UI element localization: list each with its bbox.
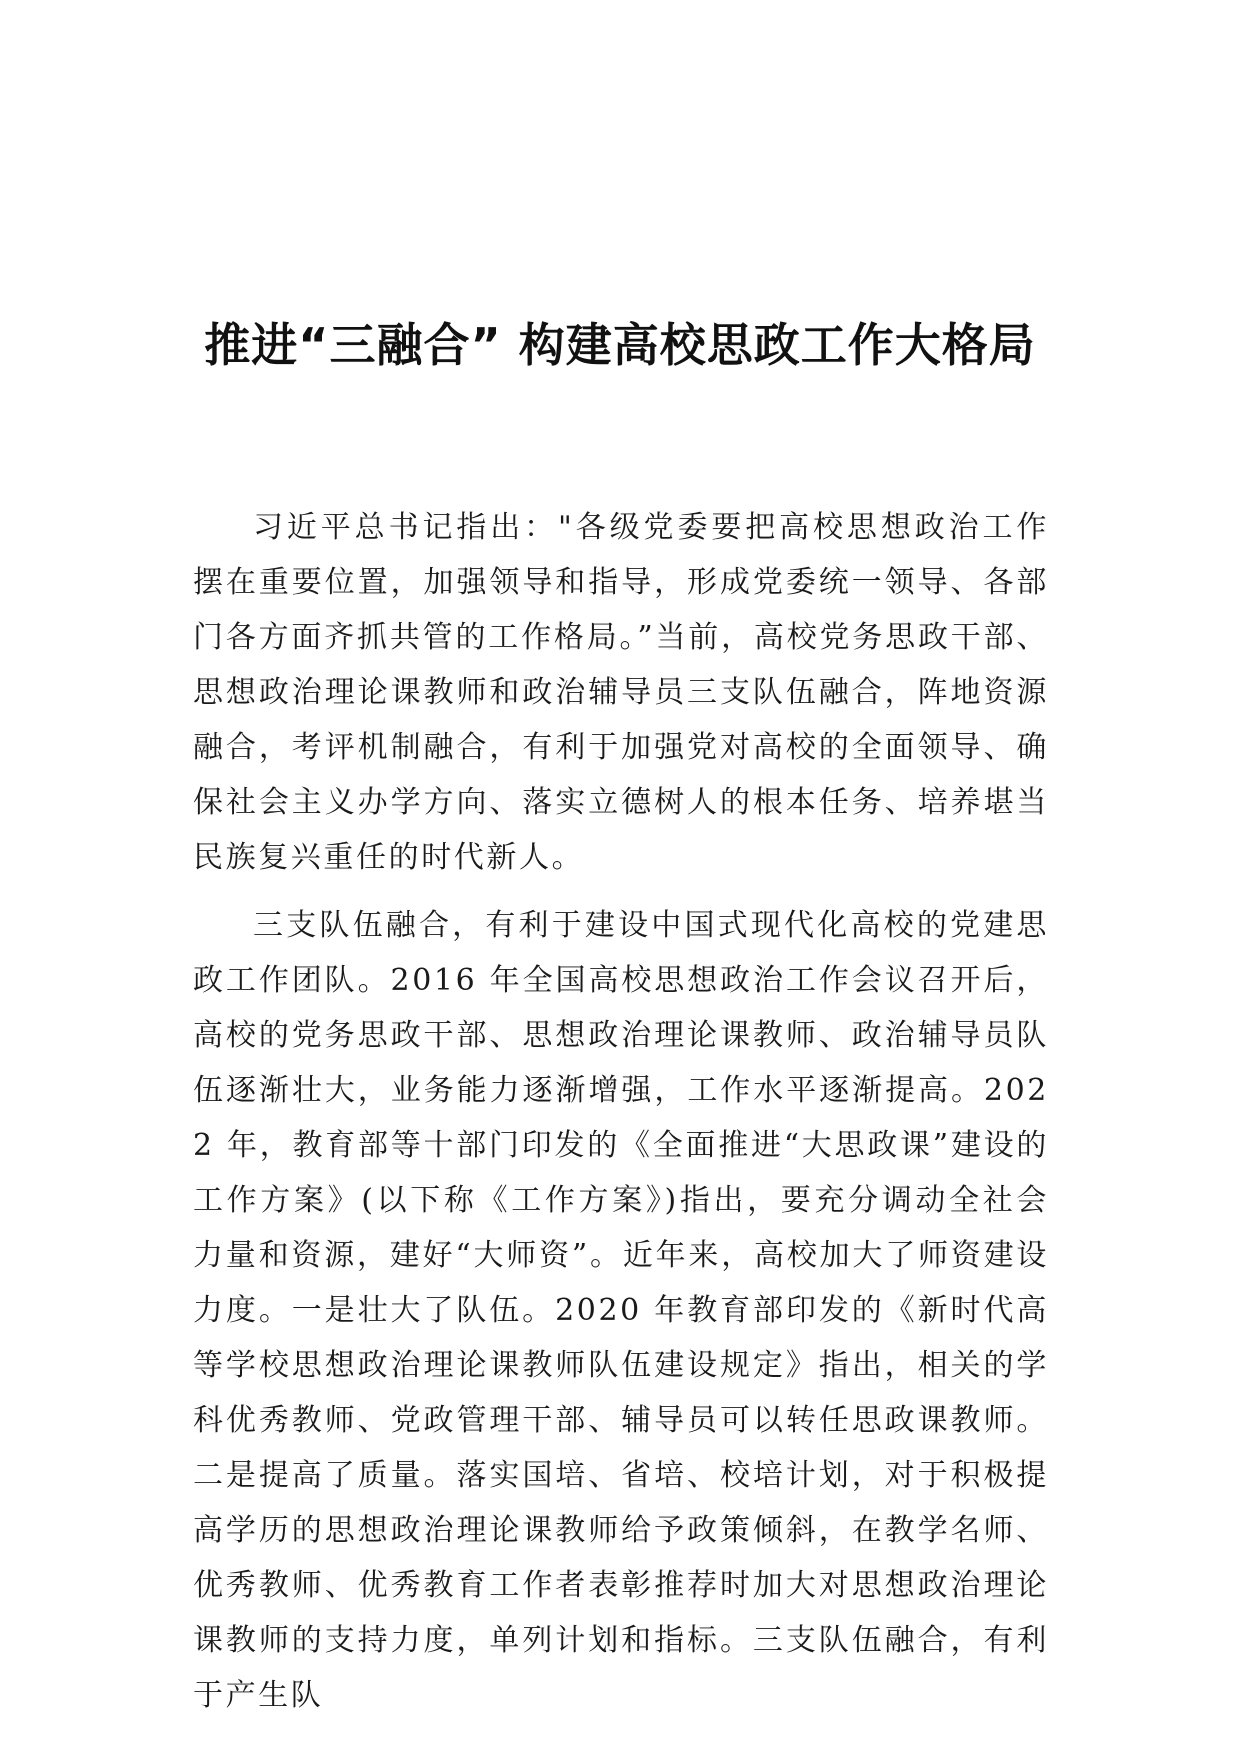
document-title: 推进“三融合” 构建高校思政工作大格局 — [204, 317, 1036, 372]
document-body — [193, 500, 1049, 1723]
paragraph-1: 习近平总书记指出："各级党委要把高校思想政治工作摆在重要位置，加强领导和指导，形成党委统一领导、各部门各方面齐抓共管的工作格局。”当前，高校党务思政干部、思想政治理论课教师和政治辅导员三支队伍融合，阵地资源融合，考评机制融合，有利于加强党对高校的全面领导、确保社会主义办学方向、落实立德树人的根本任务、培养堪当民族复兴重任的时代新人。 — [193, 510, 1049, 875]
paragraph-2: 三支队伍融合，有利于建设中国式现代化高校的党建思政工作团队。2016 年全国高校思想政治工作会议召开后，高校的党务思政干部、思想政治理论课教师、政治辅导员队伍逐渐壮大，业务能力逐渐增强，工作水平逐渐提高。2022 年，教育部等十部门印发的《全面推进“大思政课”建设的工作方案》(以下称《工作方案》)指出，要充分调动全社会力量和资源，建好“大师资”。近年来，高校加大了师资建设力度。一是壮大了队伍。2020 年教育部印发的《新时代高等学校思想政治理论课教师队伍建设规定》指出，相关的学科优秀教师、党政管理干部、辅导员可以转任思政课教师。二是提高了质量。落实国培、省培、校培计划，对于积极提高学历的思想政治理论课教师给予政策倾斜，在教学名师、优秀教师、优秀教育工作者表彰推荐时加大对思想政治理论课教师的支持力度，单列计划和指标。三支队伍融合，有利于产生队 — [193, 908, 1049, 1713]
